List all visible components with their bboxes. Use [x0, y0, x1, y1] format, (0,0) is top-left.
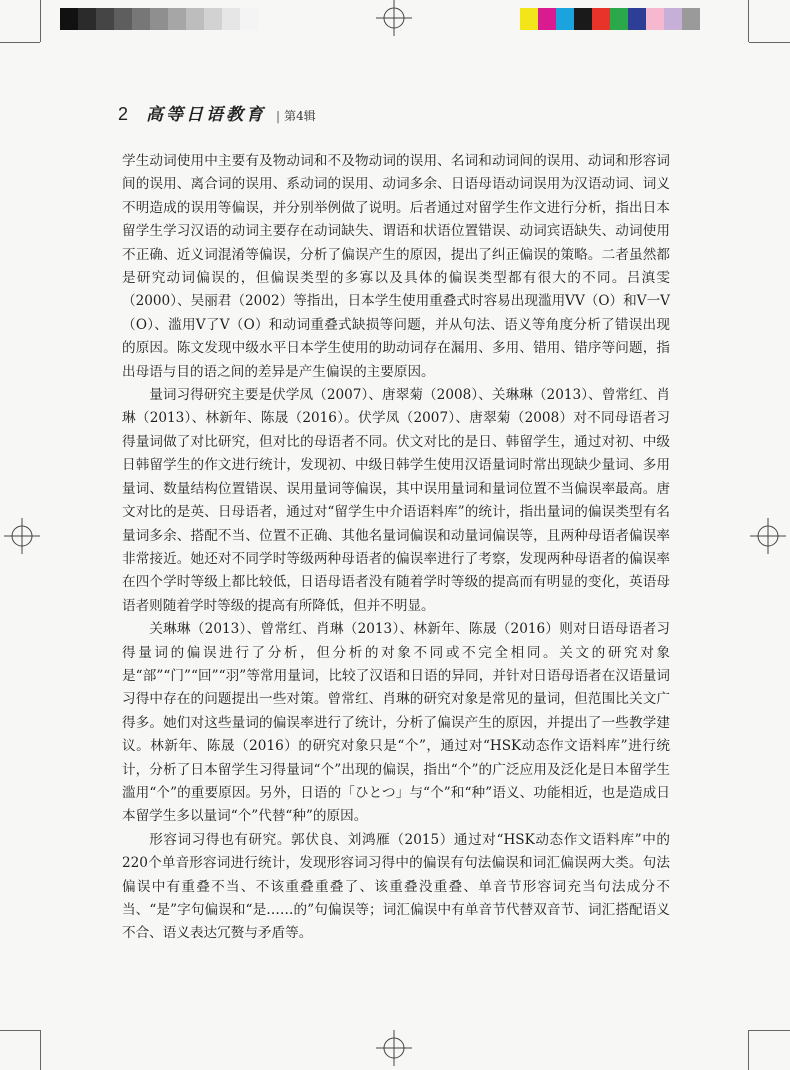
registration-mark-top: [376, 0, 412, 36]
color-swatch: [682, 8, 700, 30]
crop-mark: [40, 0, 41, 42]
crop-mark: [749, 1030, 790, 1031]
gray-swatch: [78, 8, 96, 30]
crop-mark: [0, 42, 40, 43]
crop-mark: [749, 42, 790, 43]
color-swatch: [592, 8, 610, 30]
gray-swatch: [60, 8, 78, 30]
gray-swatch: [150, 8, 168, 30]
color-calibration-bar: [520, 8, 700, 30]
gray-swatch: [204, 8, 222, 30]
gray-swatch: [240, 8, 258, 30]
issue-label: 第4辑: [284, 109, 316, 123]
paragraph: 形容词习得也有研究。郭伏良、刘鸿雁（2015）通过对“HSK动态作文语料库”中的220个单音形容词进行统计，发现形容词习得中的偏误有句法偏误和词汇偏误两大类。句法偏误中有重叠不当、不该重叠重叠了、该重叠没重叠、单音节形容词充当句法成分不当、“是”字句偏误和“是……的”句偏误等；词汇偏误中有单音节代替双音节、词汇搭配语义不合、语义表达冗赘与矛盾等。: [122, 831, 670, 942]
color-swatch: [538, 8, 556, 30]
crop-mark: [40, 1030, 41, 1070]
paragraph: 关琳琳（2013）、曾常红、肖琳（2013）、林新年、陈晟（2016）则对日语母语者习得量词的偏误进行了分析，但分析的对象不同或不完全相同。关文的研究对象是“部”“门”“回”“羽”等常用量词，比较了汉语和日语的异同，并针对日语母语者在汉语量词习得中存在的问题提出一些对策。曾常红、肖琳的研究对象是常见的量词，但范围比关文广得多。她们对这些量词的偏误率进行了统计，分析了偏误产生的原因，并提出了一些教学建议。林新年、陈晟（2016）的研究对象只是“个”，通过对“HSK动态作文语料库”进行统计，分析了日本留学生习得量词“个”出现的偏误，指出“个”的广泛应用及泛化是日本留学生滥用“个”的重要原因。另外，日语的「ひとつ」与“个”和“种”语义、功能相近，也是造成日本留学生多以量词“个”代替“种”的原因。: [122, 621, 670, 825]
color-swatch: [556, 8, 574, 30]
crop-mark: [748, 1030, 749, 1070]
color-swatch: [664, 8, 682, 30]
page-number: 2: [118, 104, 129, 124]
paragraph: 学生动词使用中主要有及物动词和不及物动词的误用、名词和动词间的误用、动词和形容词间的误用、离合词的误用、系动词的误用、动词多余、日语母语动词误用为汉语动词、词义不明造成的误用等偏误，并分别举例做了说明。后者通过对留学生作文进行分析，指出日本留学生学习汉语的动词主要存在动词缺失、谓语和状语位置错误、动词宾语缺失、动词使用不正确、近义词混淆等偏误，分析了偏误产生的原因，提出了纠正偏误的策略。二者虽然都是研究动词偏误的，但偏误类型的多寡以及具体的偏误类型都有很大的不同。吕滇雯（2000）、吴丽君（2002）等指出，日本学生使用重叠式时容易出现滥用VV（O）和V一V（O）、滥用V了V（O）和动词重叠式缺损等问题，并从句法、语义等角度分析了错误出现的原因。陈文发现中级水平日本学生使用的助动词存在漏用、多用、错用、错序等问题，指出母语与目的语之间的差异是产生偏误的主要原因。: [122, 153, 670, 380]
gray-swatch: [186, 8, 204, 30]
color-swatch: [610, 8, 628, 30]
color-swatch: [646, 8, 664, 30]
header-separator: |: [276, 109, 281, 123]
journal-title: 高等日语教育: [146, 105, 267, 125]
paragraph: 量词习得研究主要是伏学凤（2007）、唐翠菊（2008）、关琳琳（2013）、曾常红、肖琳（2013）、林新年、陈晟（2016）。伏学凤（2007）、唐翠菊（2008）对不同母语者习得量词做了对比研究，但对比的母语者不同。伏文对比的是日、韩留学生，通过对初、中级日韩留学生的作文进行统计，发现初、中级日韩学生使用汉语量词时常出现缺少量词、多用量词、数量结构位置错误、误用量词等偏误，其中误用量词和量词位置不当偏误率最高。唐文对比的是英、日母语者，通过对“留学生中介语语料库”的统计，指出量词的偏误类型有名量词多余、搭配不当、位置不正确、其他名量词偏误和动量词偏误等，且两种母语者偏误率非常接近。她还对不同学时等级两种母语者的偏误率进行了考察，发现两种母语者的偏误率在四个学时等级上都比较低，日语母语者没有随着学时等级的提高而有明显的变化，英语母语者则随着学时等级的提高有所降低，但并不明显。: [122, 387, 670, 614]
gray-swatch: [168, 8, 186, 30]
registration-mark-bottom: [376, 1030, 412, 1066]
registration-mark-left: [4, 518, 40, 554]
article-body: [122, 150, 670, 946]
grayscale-calibration-bar: [60, 8, 258, 30]
color-swatch: [574, 8, 592, 30]
gray-swatch: [132, 8, 150, 30]
crop-mark: [748, 0, 749, 42]
gray-swatch: [114, 8, 132, 30]
gray-swatch: [96, 8, 114, 30]
running-header: [118, 100, 316, 125]
color-swatch: [628, 8, 646, 30]
color-swatch: [520, 8, 538, 30]
registration-mark-right: [750, 518, 786, 554]
gray-swatch: [222, 8, 240, 30]
crop-mark: [0, 1030, 40, 1031]
